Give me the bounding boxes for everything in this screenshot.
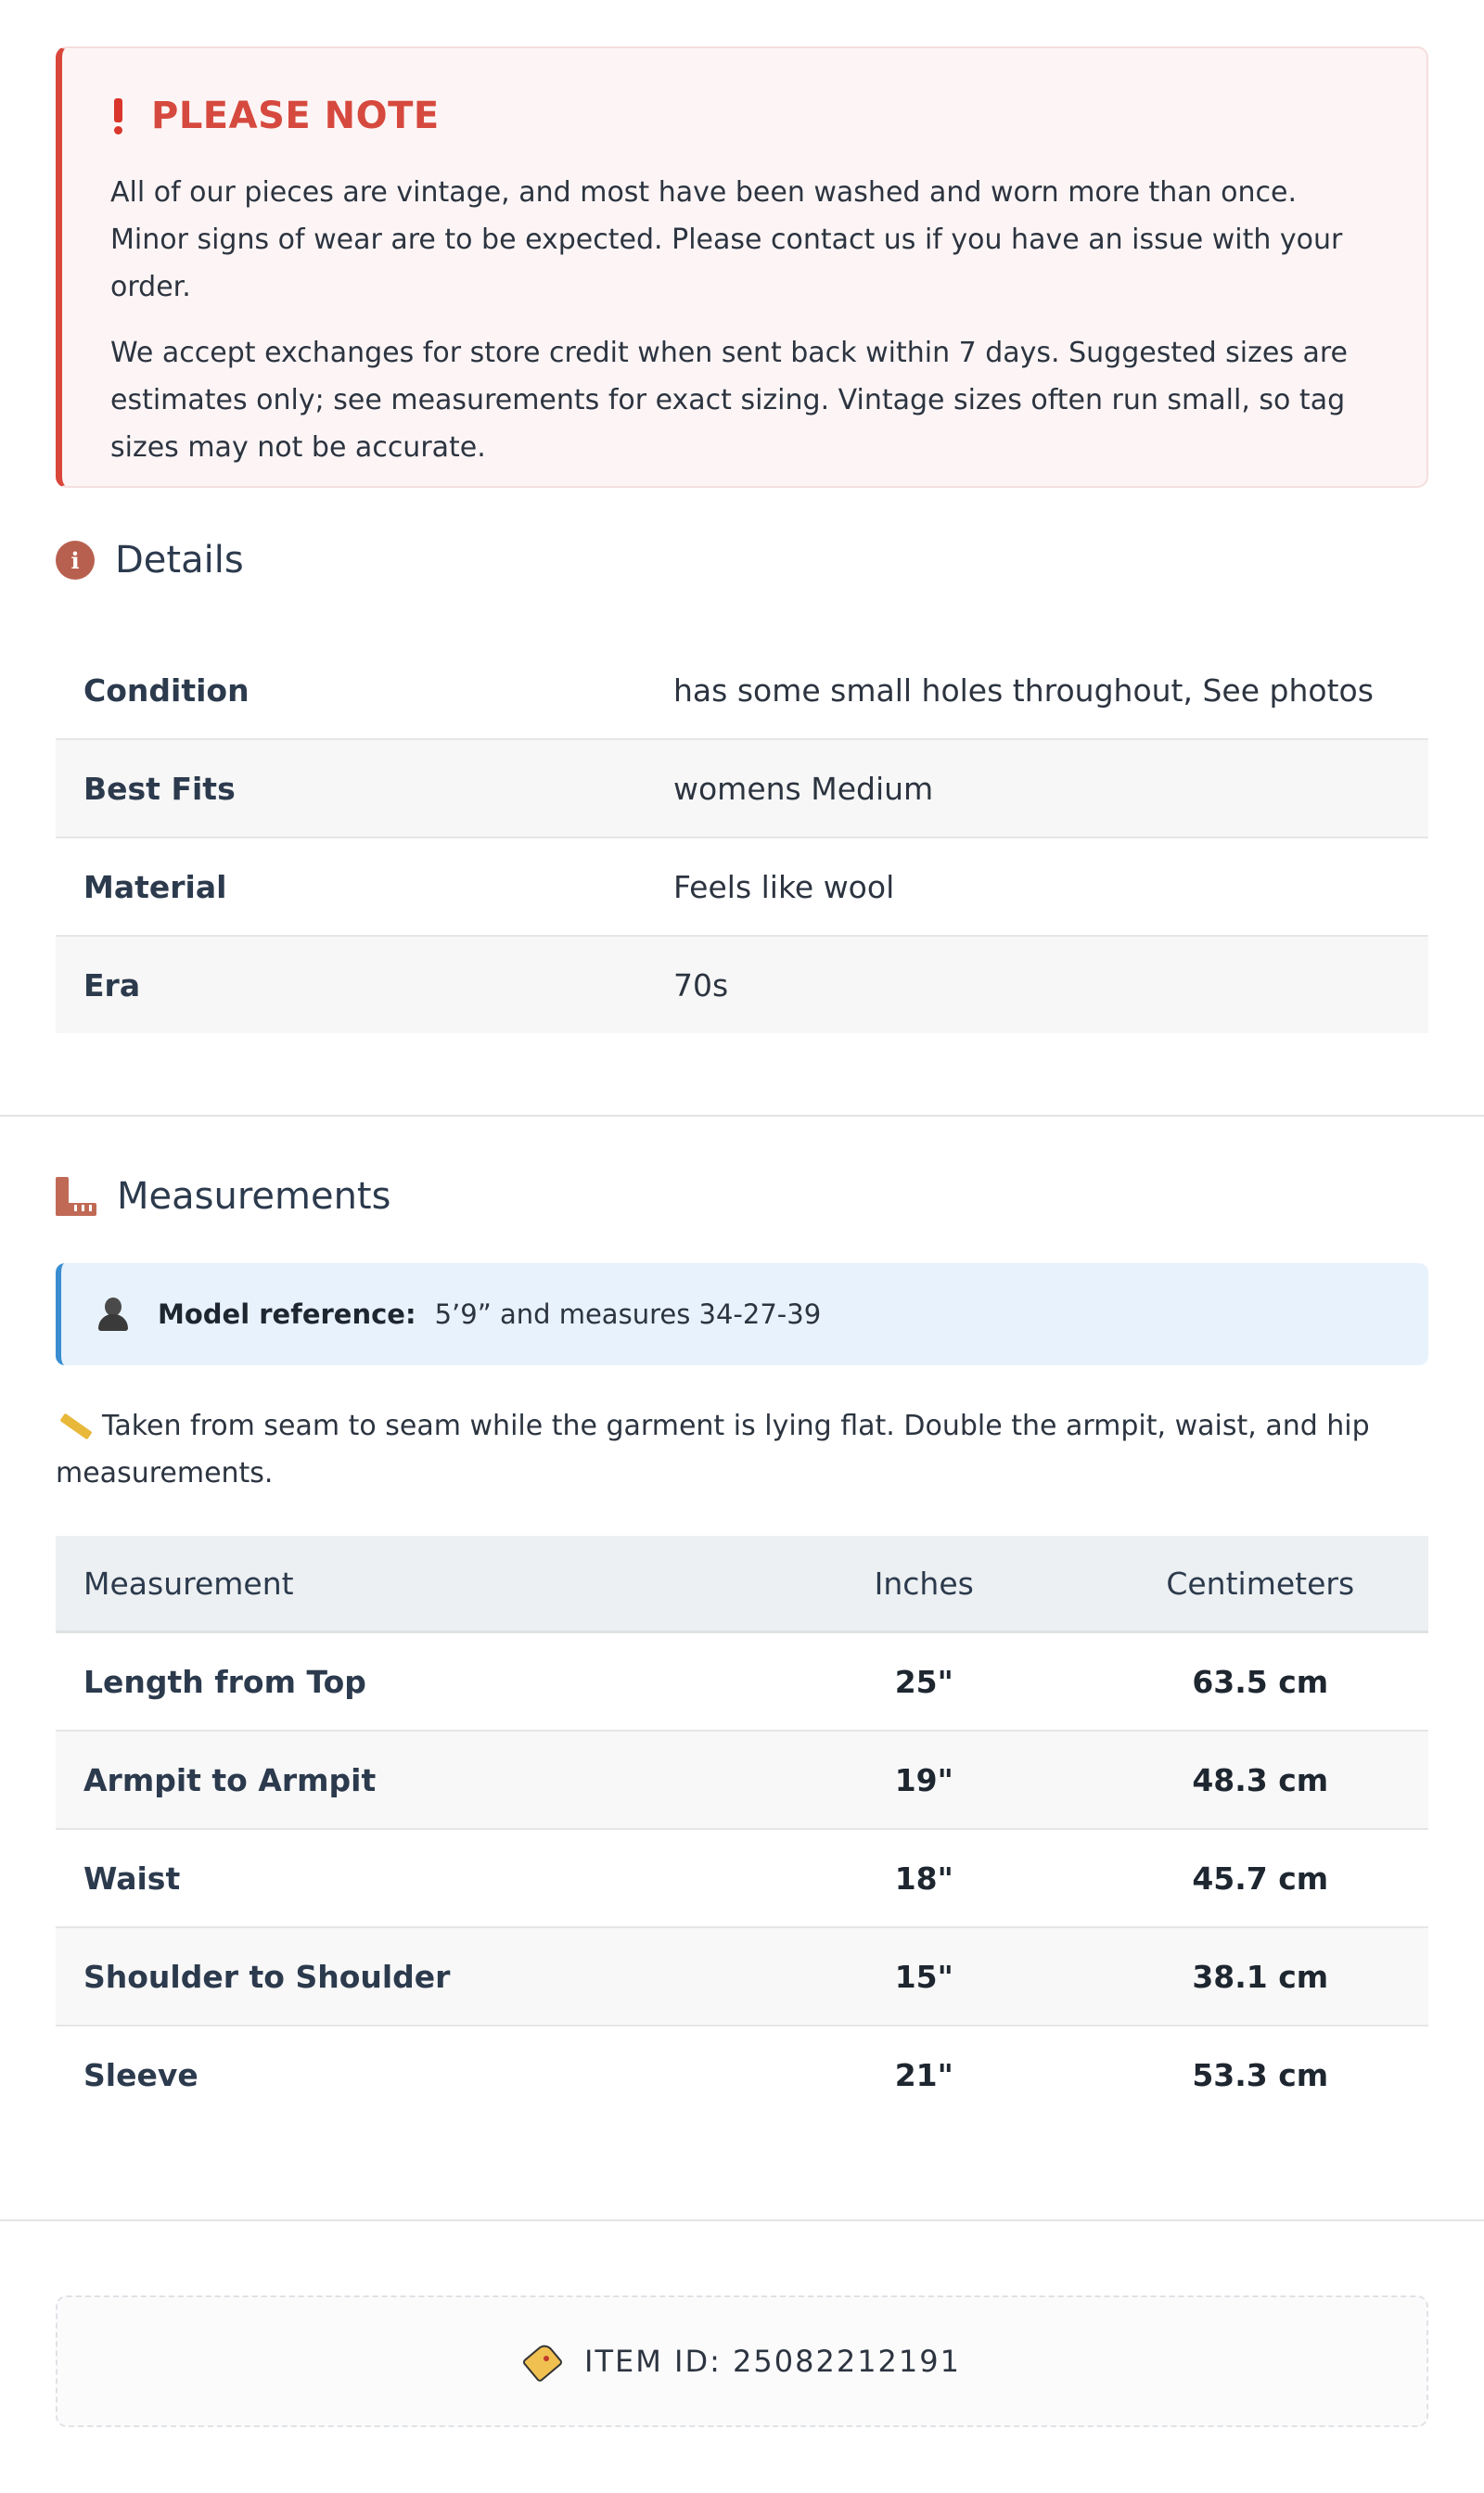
measurements-header [56,1169,1428,1224]
table-row [56,1928,1428,2026]
measurement-inches: 19" [894,1761,953,1798]
column-header-centimeters: Centimeters [1166,1565,1355,1602]
measurement-name: Sleeve [83,2056,198,2093]
exclamation-icon [110,96,125,135]
ruler-icon [56,1177,96,1216]
measurement-note-text: Taken from seam to seam while the garment is lying flat. Double the armpit, waist, and hip measurements. [56,1410,1370,1489]
tag-icon [523,2345,562,2378]
details-row [56,740,1428,838]
item-id-label: ITEM ID: 25082212191 [584,2344,961,2379]
measurement-name: Shoulder to Shoulder [83,1958,451,1995]
details-value: has some small holes throughout, See photos [673,671,1374,709]
section-divider [0,1115,1484,1117]
details-value: Feels like wool [673,868,895,905]
measurement-cm: 48.3 cm [1192,1761,1329,1798]
notice-paragraph-2: We accept exchanges for store credit when sent back within 7 days. Suggested sizes are estimates only; see measurements for exact sizing. Vintage sizes often run small, so tag sizes may not be accurate. [110,337,1349,464]
person-icon [98,1298,128,1331]
column-header-inches: Inches [874,1565,974,1602]
details-key: Material [83,868,227,905]
item-id-box [56,2295,1428,2427]
measurements-title: Measurements [117,1175,391,1218]
model-reference [56,1263,1428,1365]
measurement-name: Armpit to Armpit [83,1761,377,1798]
model-reference-value: 5’9” and measures 34-27-39 [434,1298,822,1330]
measurement-inches: 21" [894,2056,953,2093]
table-row [56,2026,1428,2123]
section-divider [0,2219,1484,2221]
measurement-inches: 25" [894,1663,953,1700]
details-key: Era [83,966,141,1004]
details-table [56,642,1428,1033]
notice-box [56,46,1428,488]
measurement-inches: 15" [894,1958,953,1995]
details-row [56,642,1428,740]
measurement-inches: 18" [894,1860,953,1897]
measurement-cm: 45.7 cm [1192,1860,1329,1897]
details-value: 70s [673,966,729,1004]
table-row [56,1633,1428,1732]
measurement-name: Length from Top [83,1663,366,1700]
details-key: Best Fits [83,770,236,807]
column-header-measurement: Measurement [83,1565,294,1602]
measurement-cm: 38.1 cm [1192,1958,1329,1995]
info-icon: i [56,541,95,580]
details-header [56,532,1428,588]
table-header-row [56,1536,1428,1633]
measurement-cm: 53.3 cm [1192,2056,1329,2093]
measurement-name: Waist [83,1860,181,1897]
notice-header [110,91,1380,141]
details-row [56,937,1428,1033]
measurements-table [56,1536,1428,2123]
details-key: Condition [83,671,249,709]
notice-title: PLEASE NOTE [151,95,440,137]
details-value: womens Medium [673,770,934,807]
table-row [56,1732,1428,1830]
notice-paragraph-1: All of our pieces are vintage, and most have been washed and worn more than once. Minor signs of wear are to be expected. Please contact us if you have an issue with your order. [110,176,1343,303]
table-row [56,1830,1428,1928]
measurement-note [56,1402,1428,1497]
measurement-cm: 63.5 cm [1192,1663,1329,1700]
pencil-icon [56,1411,93,1438]
details-title: Details [115,539,244,582]
model-reference-label: Model reference: [158,1298,416,1330]
details-row [56,838,1428,937]
